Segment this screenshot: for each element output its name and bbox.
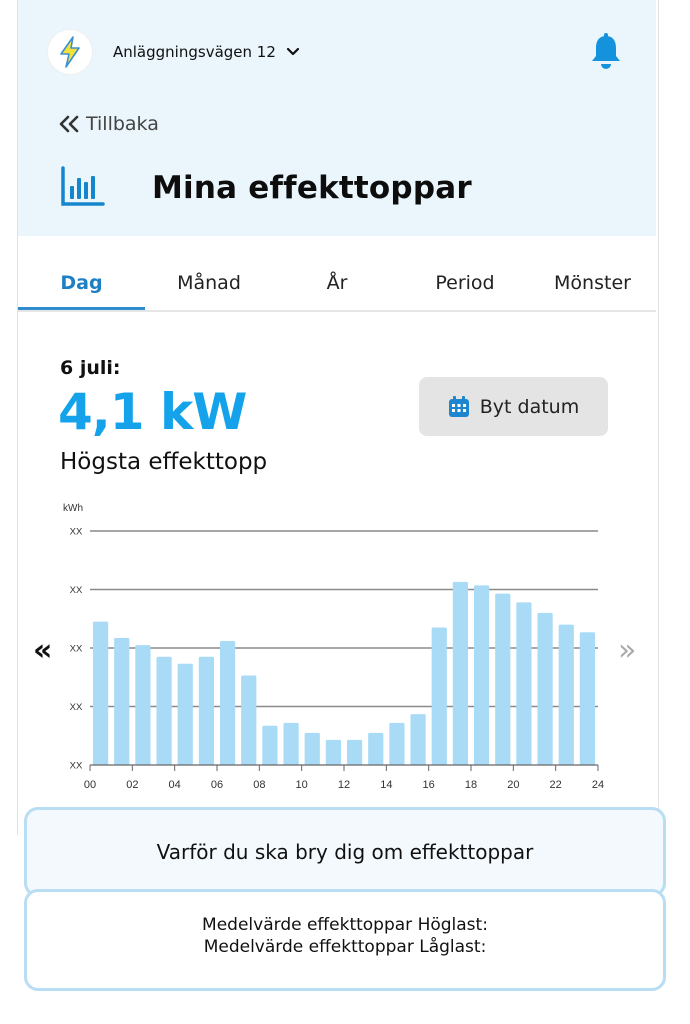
average-peaks-card [24,889,666,991]
bar [114,638,129,765]
lightning-bolt-icon [55,35,85,69]
effect-peaks-chart [0,490,690,800]
active-tab-indicator [18,307,145,310]
bar [199,657,214,765]
bar [580,632,595,765]
tab-bar [18,258,656,312]
bar [453,582,468,765]
tab-day[interactable]: Dag [60,272,103,294]
bar-chart-icon [60,166,106,208]
x-tick-label: 06 [210,779,224,791]
bar [537,613,552,765]
logo [48,30,92,74]
change-date-label: Byt datum [479,395,580,418]
x-tick-label: 10 [295,779,308,791]
change-date-button[interactable] [419,377,608,436]
back-label: Tillbaka [86,113,159,135]
tab-month[interactable]: Månad [177,272,241,294]
y-tick-label: XX [69,760,83,772]
bar [220,641,235,765]
selected-date: 6 juli: [60,357,121,379]
x-tick-label: 18 [464,779,478,791]
average-low-load: Medelvärde effekttoppar Låglast: [203,937,487,957]
next-day-arrow[interactable]: » [618,633,637,668]
average-high-load: Medelvärde effekttoppar Höglast: [202,915,488,935]
page-title: Mina effekttoppar [152,170,472,206]
why-care-card[interactable] [24,807,666,897]
bar [156,657,171,765]
bar [432,628,447,765]
y-tick-label: XX [69,526,83,538]
tab-year[interactable]: År [326,272,348,294]
previous-day-arrow[interactable]: « [33,633,53,668]
bar [135,645,150,765]
back-link[interactable] [58,113,159,135]
x-tick-label: 02 [126,779,139,791]
bell-icon[interactable] [589,33,623,71]
bar [305,733,320,765]
y-tick-label: XX [69,702,83,713]
x-tick-label: 16 [422,779,435,791]
peak-value: 4,1 kW [58,383,247,441]
x-tick-label: 24 [591,779,605,791]
bar [474,585,489,765]
bar [283,723,298,765]
bar [495,594,510,765]
x-tick-label: 14 [380,779,393,791]
bar [559,625,574,765]
bar [389,723,404,765]
x-tick-label: 00 [83,779,97,791]
chevron-down-icon [286,47,300,57]
x-tick-label: 20 [507,779,520,791]
bar [410,714,425,765]
bar [262,726,277,765]
y-tick-label: XX [69,585,83,596]
why-care-label: Varför du ska bry dig om effekttoppar [156,840,534,864]
bar [368,733,383,765]
y-axis-label: kWh [63,503,83,514]
calendar-icon [448,396,470,418]
double-chevron-left-icon [58,115,80,133]
address-label: Anläggningsvägen 12 [113,43,276,61]
tab-pattern[interactable]: Mönster [554,272,631,294]
peak-label: Högsta effekttopp [60,449,268,475]
y-tick-label: XX [69,643,83,655]
tab-period[interactable]: Period [435,272,495,294]
bar [347,740,362,765]
address-selector[interactable] [113,43,300,61]
x-tick-label: 08 [253,779,266,791]
x-tick-label: 12 [337,779,351,791]
bar [241,675,256,765]
bar [178,664,193,765]
bar [326,740,341,765]
bar [516,602,531,765]
bar [93,622,108,765]
x-tick-label: 22 [549,779,562,791]
x-tick-label: 04 [168,779,181,791]
